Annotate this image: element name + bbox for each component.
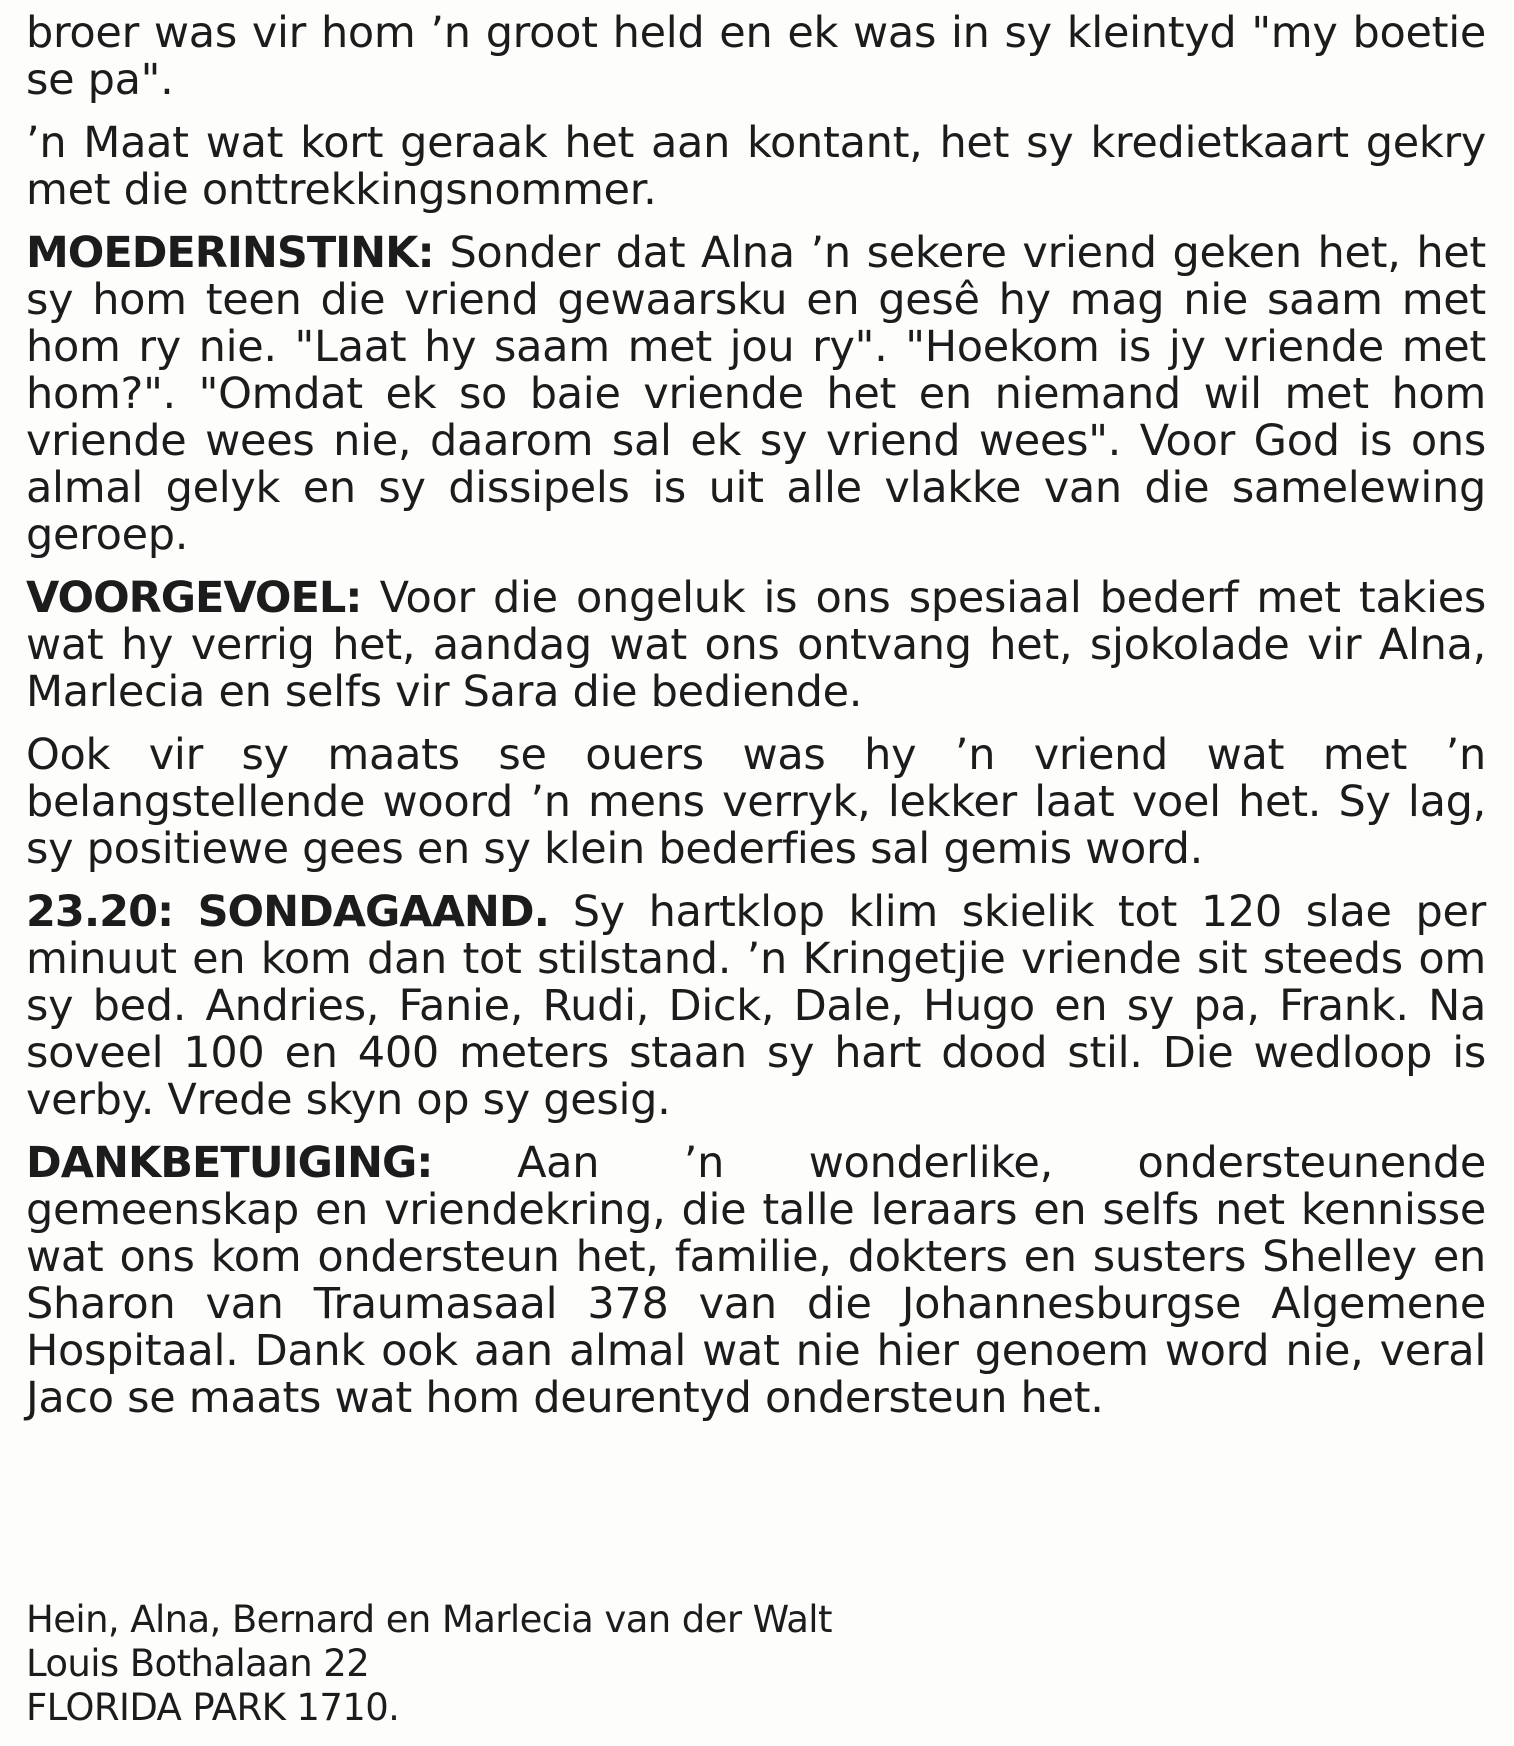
signature-names: Hein, Alna, Bernard en Marlecia van der Walt bbox=[26, 1598, 832, 1641]
paragraph-dankbetuiging bbox=[26, 1140, 1486, 1422]
paragraph-text: Sonder dat Alna ’n sekere vriend geken het, het sy hom teen die vriend gewaarsku en gesê hy mag nie saam met hom ry nie. "Laat hy saam met jou ry". "Hoekom is jy vriende met hom?". "Omdat ek so baie vriende het en niemand wil met hom vriende wees nie, daarom sal ek sy vriend wees". Voor God is ons almal gelyk en sy dissipels is uit alle vlakke van die samelewing geroep. bbox=[26, 228, 1486, 560]
paragraph-kredietkaart bbox=[26, 120, 1486, 214]
paragraph-maats-ouers bbox=[26, 732, 1486, 873]
paragraph-moederinstink bbox=[26, 230, 1486, 559]
signature-city: FLORIDA PARK 1710. bbox=[26, 1686, 400, 1729]
signature-block bbox=[26, 1598, 1226, 1730]
paragraph-boetie bbox=[26, 10, 1486, 104]
paragraph-text: Voor die ongeluk is ons spesiaal bederf met takies wat hy verrig het, aandag wat ons ontvang het, sjokolade vir Alna, Marlecia en selfs vir Sara die bediende. bbox=[26, 573, 1486, 717]
paragraph-text: ’n Maat wat kort geraak het aan kontant, het sy kredietkaart gekry met die onttrekkingsnommer. bbox=[26, 118, 1486, 215]
paragraph-text: Ook vir sy maats se ouers was hy ’n vriend wat met ’n belangstellende woord ’n mens verryk, lekker laat voel het. Sy lag, sy positiewe gees en sy klein bederfies sal gemis word. bbox=[26, 730, 1486, 874]
section-heading: VOORGEVOEL: bbox=[26, 573, 362, 623]
signature-street: Louis Bothalaan 22 bbox=[26, 1642, 370, 1685]
paragraph-text: broer was vir hom ’n groot held en ek was in sy kleintyd "my boetie se pa". bbox=[26, 8, 1486, 105]
section-heading: DANKBETUIGING: bbox=[26, 1138, 433, 1188]
paragraph-text: Sy hartklop klim skielik tot 120 slae per minuut en kom dan tot stilstand. ’n Kringetjie vriende sit steeds om sy bed. Andries, Fanie, Rudi, Dick, Dale, Hugo en sy pa, Frank. Na soveel 100 en 400 meters staan sy hart dood stil. Die wedloop is verby. Vrede skyn op sy gesig. bbox=[26, 887, 1486, 1125]
body-text bbox=[26, 10, 1486, 1438]
section-heading: 23.20: SONDAGAAND. bbox=[26, 887, 549, 937]
paragraph-voorgevoel bbox=[26, 575, 1486, 716]
section-heading: MOEDERINSTINK: bbox=[26, 228, 434, 278]
paragraph-text: Aan ’n wonderlike, ondersteunende gemeenskap en vriendekring, die talle leraars en selfs net kennisse wat ons kom ondersteun het, familie, dokters en susters Shelley en Sharon van Traumasaal 378 van die Johannesburgse Algemene Hospitaal. Dank ook aan almal wat nie hier genoem word nie, veral Jaco se maats wat hom deurentyd ondersteun het. bbox=[26, 1138, 1487, 1423]
paragraph-sondagaand bbox=[26, 889, 1486, 1124]
